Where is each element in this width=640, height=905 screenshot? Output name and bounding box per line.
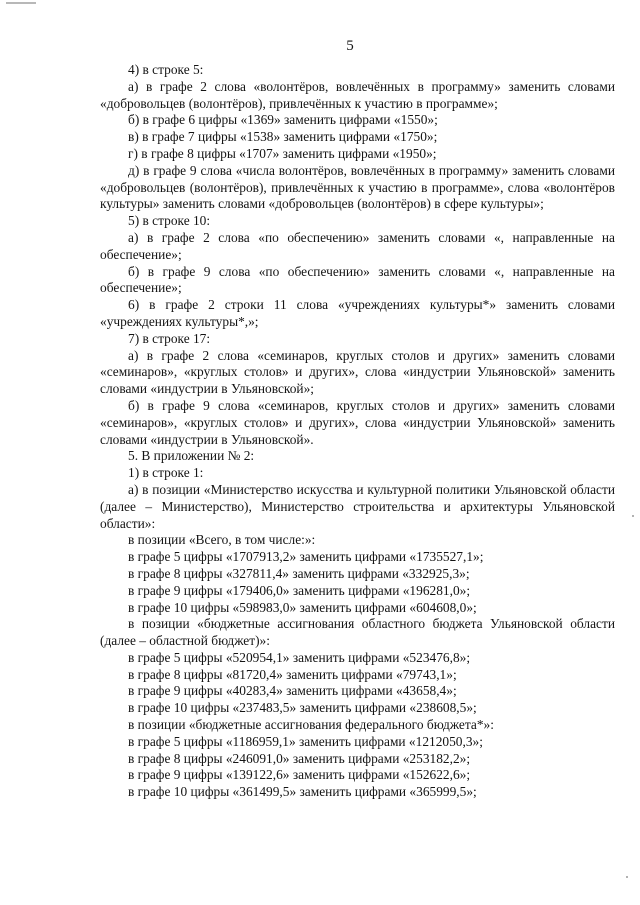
paragraph: в графе 5 цифры «520954,1» заменить цифрами «523476,8»; [128, 649, 471, 665]
paragraph: г) в графе 8 цифры «1707» заменить цифрами «1950»; [128, 145, 437, 161]
paragraph: б) в графе 9 слова «по обеспечению» заменить словами «, направленные на обеспечение»; [100, 263, 615, 296]
paragraph: д) в графе 9 слова «числа волонтёров, вовлечённых в программу» заменить словами «добровольцев (волонтёров), привлечённых к участию в программе», слова «волонтёров культуры» заменить словами «добровольцев (волонтёров) в сфере культуры»; [100, 162, 615, 212]
paragraph: в графе 8 цифры «327811,4» заменить цифрами «332925,3»; [128, 565, 470, 581]
paragraph: а) в графе 2 слова «по обеспечению» заменить словами «, направленные на обеспечение»; [100, 229, 615, 262]
paragraph: а) в графе 2 слова «волонтёров, вовлечённых в программу» заменить словами «добровольцев (волонтёров), привлечённых к участию в программе»; [100, 78, 615, 111]
paragraph: в графе 5 цифры «1186959,1» заменить цифрами «1212050,3»; [128, 733, 483, 749]
paragraph: 6) в графе 2 строки 11 слова «учреждениях культуры*» заменить словами «учреждениях культуры*,»; [100, 297, 615, 329]
paragraph: 5) в строке 10: [128, 213, 211, 229]
paragraph: в графе 9 цифры «139122,6» заменить цифрами «152622,6»; [128, 767, 471, 783]
paragraph: в позиции «бюджетные ассигнования федерального бюджета*»: [128, 717, 494, 733]
scan-artifact-dot [632, 515, 634, 517]
paragraph: 7) в строке 17: [128, 330, 211, 346]
paragraph: в графе 9 цифры «179406,0» заменить цифрами «196281,0»; [128, 582, 471, 598]
paragraph: в графе 9 цифры «40283,4» заменить цифрами «43658,4»; [128, 683, 457, 699]
paragraph: в графе 8 цифры «81720,4» заменить цифрами «79743,1»; [128, 666, 457, 682]
paragraph: в графе 8 цифры «246091,0» заменить цифрами «253182,2»; [128, 750, 471, 766]
paragraph: в) в графе 7 цифры «1538» заменить цифрами «1750»; [128, 129, 438, 145]
paragraph: б) в графе 9 слова «семинаров, круглых столов и других» заменить словами «семинаров», «круглых столов» и других», слова «индустрии Ульяновской» заменить словами «индустрии в Ульяновской». [100, 397, 615, 447]
paragraph: в графе 10 цифры «361499,5» заменить цифрами «365999,5»; [128, 784, 477, 800]
paragraph: в графе 5 цифры «1707913,2» заменить цифрами «1735527,1»; [128, 549, 484, 565]
paragraph: а) в позиции «Министерство искусства и культурной политики Ульяновской области (далее – Министерство), Министерство строительства и архитектуры Ульяновской области»: [100, 481, 615, 531]
paragraph: в графе 10 цифры «237483,5» заменить цифрами «238608,5»; [128, 700, 477, 716]
document-body [100, 62, 615, 801]
paragraph: в позиции «бюджетные ассигнования областного бюджета Ульяновской области (далее – областной бюджет)»: [100, 616, 615, 649]
paragraph: а) в графе 2 слова «семинаров, круглых столов и других» заменить словами «семинаров», «круглых столов» и других», слова «индустрии Ульяновской» заменить словами «индустрии в Ульяновской»; [100, 347, 615, 397]
paragraph: 5. В приложении № 2: [128, 448, 255, 464]
paragraph: 4) в строке 5: [128, 62, 204, 77]
paragraph: в позиции «Всего, в том числе:»: [128, 532, 316, 548]
paragraph: в графе 10 цифры «598983,0» заменить цифрами «604608,0»; [128, 599, 477, 615]
paragraph: б) в графе 6 цифры «1369» заменить цифрами «1550»; [128, 112, 438, 128]
scan-artifact-mark [6, 2, 36, 4]
paragraph: 1) в строке 1: [128, 465, 204, 481]
page-number: 5 [346, 38, 354, 54]
scan-artifact-dot [626, 876, 628, 878]
